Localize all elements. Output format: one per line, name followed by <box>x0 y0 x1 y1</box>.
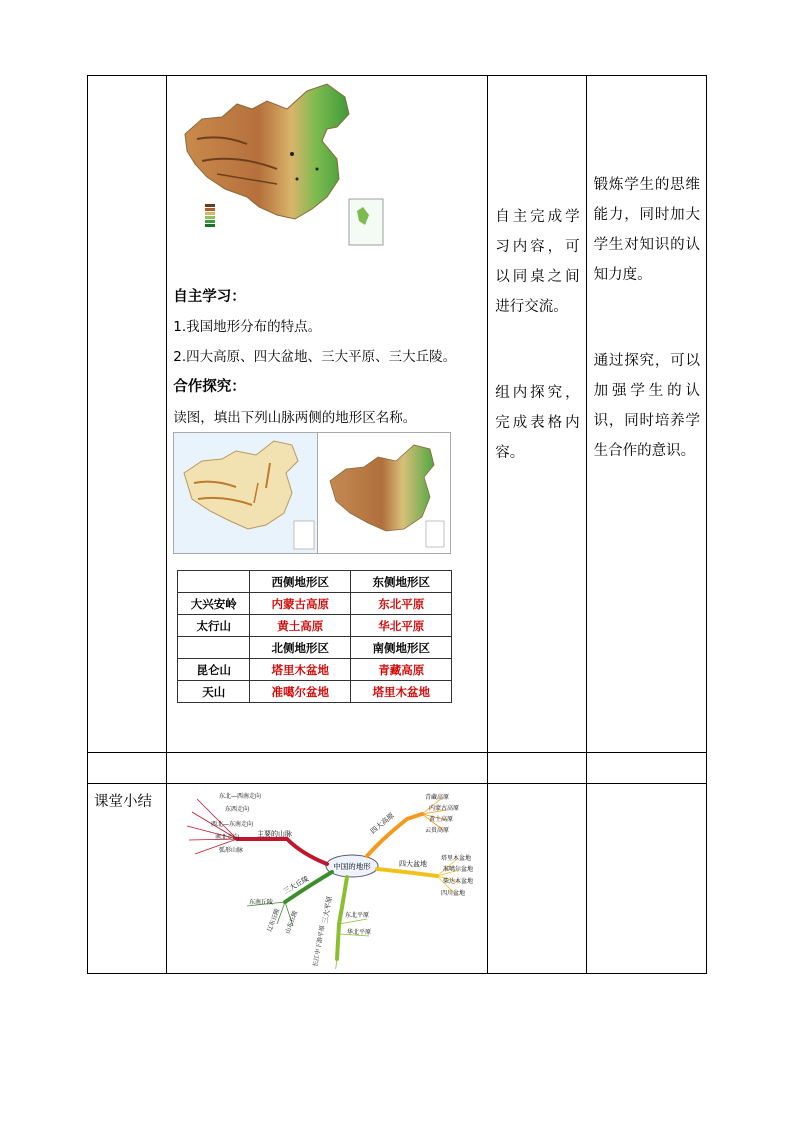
mountain-items <box>187 792 261 854</box>
list-item: 弧形山脉 <box>219 847 244 854</box>
mountain-name: 大兴安岭 <box>178 593 250 615</box>
list-item: 柴达木盆地 <box>443 878 474 885</box>
branch-plateaus-label: 四大高原 <box>369 811 396 836</box>
terrain-answer: 东北平原 <box>351 593 452 615</box>
design-intent-text-1: 锻炼学生的思维能力，同时加大学生对知识的认知力度。 <box>593 177 700 283</box>
branch-mountains-label: 主要的山脉 <box>257 830 293 838</box>
terrain-answer: 准噶尔盆地 <box>250 681 351 703</box>
plateau-items <box>422 793 459 834</box>
row2-col3-empty <box>488 753 586 784</box>
table-row <box>178 681 452 703</box>
china-mountain-map <box>173 432 319 554</box>
list-item: 华北平原 <box>347 929 372 936</box>
branch-mountains-line <box>237 839 327 864</box>
branch-basins-line <box>377 869 437 876</box>
summary-label: 课堂小结 <box>94 794 152 810</box>
list-item: 东北平原 <box>345 912 370 919</box>
table-header-row <box>178 637 452 659</box>
lesson-plan-table <box>87 75 707 974</box>
mountain-name: 昆仑山 <box>178 659 250 681</box>
branch-basins-label: 四大盆地 <box>399 860 428 868</box>
table-header-west: 西侧地形区 <box>250 571 351 593</box>
self-study-item-1: 1.我国地形分布的特点。 <box>173 319 322 335</box>
table-header-south: 南侧地形区 <box>351 637 452 659</box>
mind-map-center-label: 中国的地形 <box>333 862 371 871</box>
row3-col4-empty <box>586 784 706 974</box>
china-relief-map <box>317 432 451 554</box>
list-item: 青藏高原 <box>425 794 450 801</box>
terrain-mind-map <box>167 784 485 969</box>
coop-title: 合作探究： <box>173 379 246 395</box>
self-study-item-2: 2.四大高原、四大盆地、三大平原、三大丘陵。 <box>173 349 457 365</box>
mountain-name: 太行山 <box>178 615 250 637</box>
row2-col4-empty <box>586 753 706 784</box>
list-item: 东北—西南走向 <box>219 793 262 800</box>
self-study-title: 自主学习： <box>173 289 246 305</box>
list-item: 云贵高原 <box>425 827 450 834</box>
list-item: 内蒙古高原 <box>429 805 460 812</box>
student-activity-text-2: 组内探究，完成表格内容。 <box>495 385 580 461</box>
coop-instruction: 读图，填出下列山脉两侧的地形区名称。 <box>173 410 417 426</box>
summary-mindmap-cell <box>167 784 488 974</box>
list-item: 塔里木盆地 <box>441 855 472 862</box>
branch-plateaus-line <box>367 814 422 856</box>
table-header-east: 东侧地形区 <box>351 571 452 593</box>
list-item: 西北—东南走向 <box>211 821 254 828</box>
terrain-answer: 塔里木盆地 <box>351 681 452 703</box>
terrain-answer: 黄土高原 <box>250 615 351 637</box>
mountain-terrain-table <box>177 570 452 703</box>
terrain-answer: 内蒙古高原 <box>250 593 351 615</box>
hill-items <box>247 898 299 935</box>
branch-plains-label: 三大平原 <box>321 895 335 925</box>
design-intent-text-2: 通过探究，可以加强学生的认识，同时培养学生合作的意识。 <box>593 353 700 459</box>
row1-col1-empty <box>88 76 167 753</box>
activity-cell <box>167 76 488 753</box>
list-item: 长江中下游平原 <box>312 924 327 968</box>
china-topographic-map <box>177 79 393 249</box>
branch-hills-label: 三大丘陵 <box>282 874 311 896</box>
student-activity-cell <box>488 76 586 753</box>
list-item: 准噶尔盆地 <box>443 866 474 873</box>
list-item: 东南丘陵 <box>249 899 274 906</box>
table-row <box>178 593 452 615</box>
table-header-north: 北侧地形区 <box>250 637 351 659</box>
terrain-answer: 青藏高原 <box>351 659 452 681</box>
table-row <box>178 615 452 637</box>
row2-col2-empty <box>167 753 488 784</box>
terrain-answer: 塔里木盆地 <box>250 659 351 681</box>
list-item: 山东丘陵 <box>284 909 300 935</box>
summary-label-cell <box>88 784 167 974</box>
student-activity-text-1: 自主完成学习内容，可以同桌之间进行交流。 <box>495 209 580 315</box>
list-item: 东西走向 <box>225 806 250 813</box>
mountain-name: 天山 <box>178 681 250 703</box>
list-item: 四川盆地 <box>441 890 466 897</box>
basin-items <box>437 854 473 897</box>
list-item: 辽东丘陵 <box>266 907 282 933</box>
row2-col1-empty <box>88 753 167 784</box>
list-item: 黄土高原 <box>429 816 454 823</box>
list-item: 南北走向 <box>215 834 240 841</box>
design-intent-cell <box>586 76 706 753</box>
terrain-answer: 华北平原 <box>351 615 452 637</box>
table-header-row <box>178 571 452 593</box>
mind-map-center <box>326 855 378 877</box>
table-row <box>178 659 452 681</box>
row3-col3-empty <box>488 784 586 974</box>
